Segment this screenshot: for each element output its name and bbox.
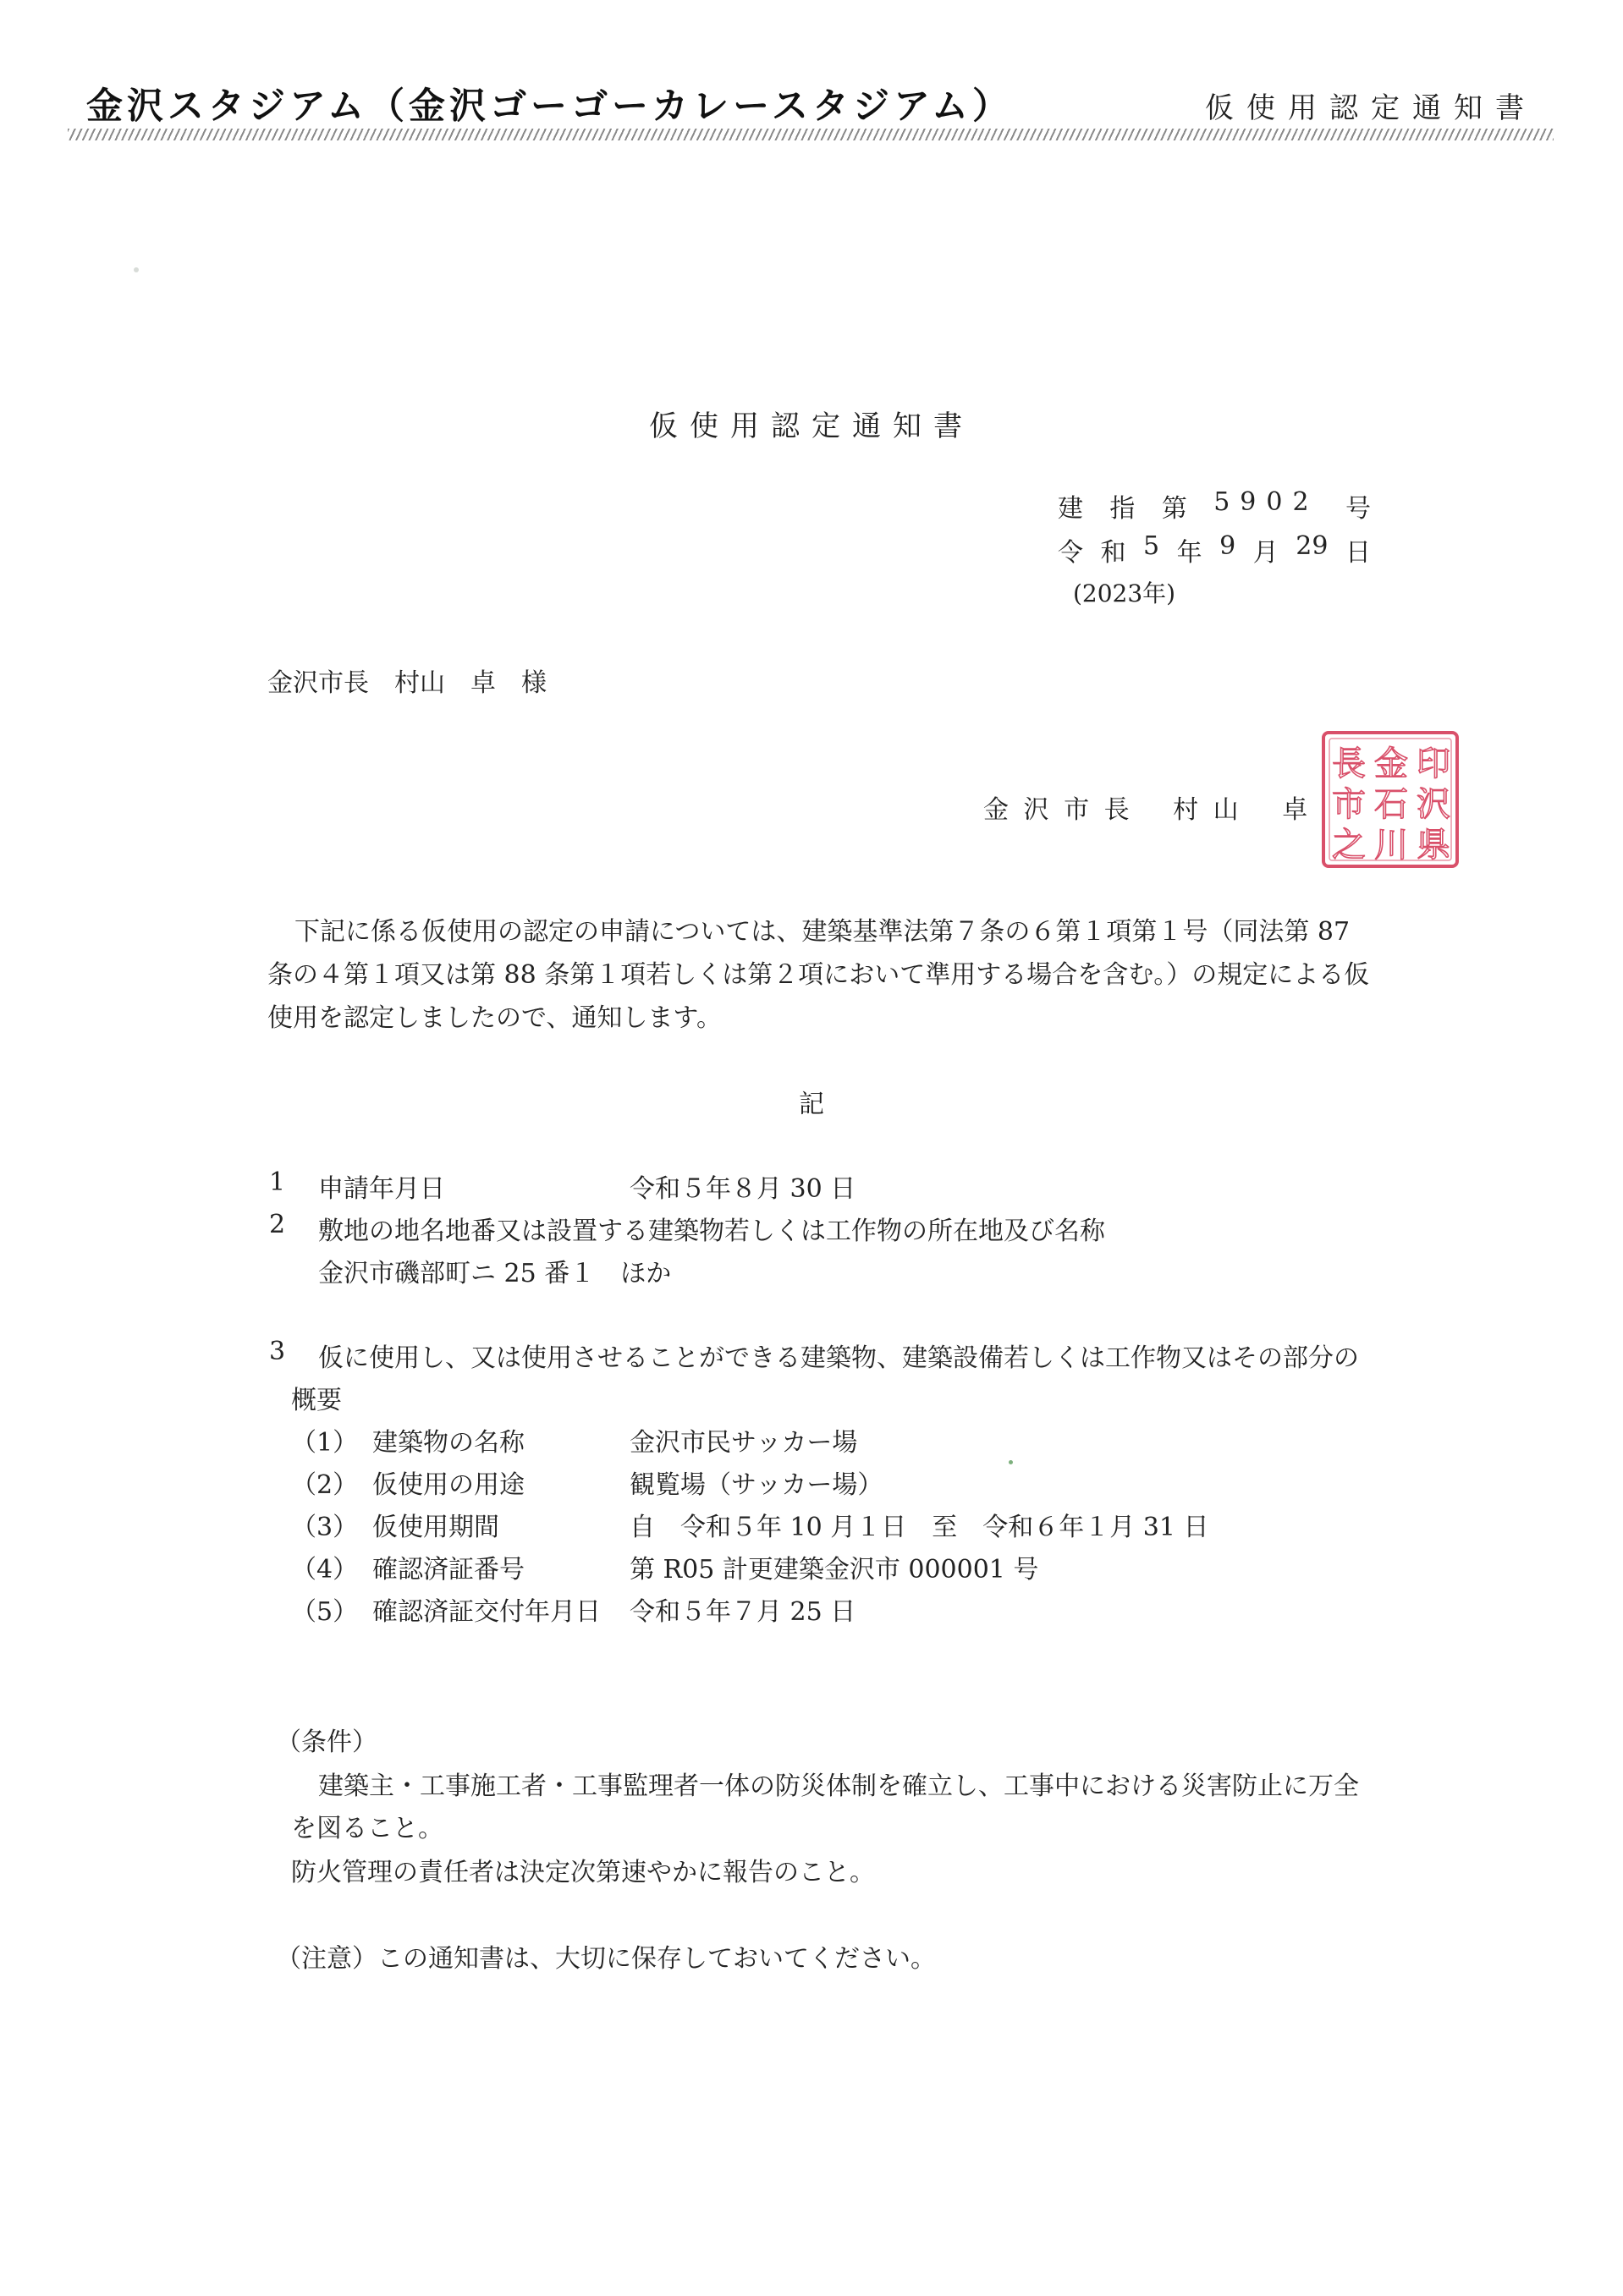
sub-item-label: 確認済証交付年月日 [372, 1597, 601, 1627]
date-char: 年 [1176, 538, 1202, 568]
conditions-text: を図ること。 [291, 1814, 443, 1843]
notice-body: 下記に係る仮使用の認定の申請については、建築基準法第７条の６第１項第１号（同法第 87 条の４第１項又は第 88 条第１項若しくは第２項において準用する場合を含む。）の規定による仮使用を認定しましたので、通知します。 [267, 917, 1370, 1033]
date-char: 令 [1058, 538, 1083, 568]
document-date [1058, 531, 1371, 569]
seal-char: 長 [1332, 744, 1366, 783]
number-char: 指 [1109, 494, 1136, 524]
number-char: 5902 [1213, 487, 1319, 517]
conditions-heading: （条件） [276, 1727, 377, 1757]
number-char: 建 [1058, 494, 1083, 524]
sub-item-label: 確認済証番号 [372, 1555, 525, 1585]
seal-char: 沢 [1417, 785, 1450, 824]
sub-item-number: （1） [291, 1428, 359, 1458]
item-number: 3 [269, 1337, 286, 1366]
sender: 金 沢 市 長 村 山 卓 [983, 795, 1312, 825]
date-char: 5 [1143, 531, 1160, 561]
item-value: 令和５年８月 30 日 [630, 1174, 856, 1204]
page-header-label: 仮使用認定通知書 [1205, 91, 1537, 125]
item-value: 金沢市磯部町ニ 25 番１ ほか [318, 1259, 672, 1288]
sub-item-number: （5） [291, 1597, 359, 1627]
seal-char: 市 [1332, 785, 1366, 824]
sub-item-label: 仮使用の用途 [372, 1470, 525, 1500]
item-label-continued: 概要 [291, 1386, 342, 1415]
sub-item-number: （3） [291, 1513, 359, 1542]
sub-item-value: 第 R05 計更建築金沢市 000001 号 [630, 1555, 1039, 1585]
conditions-text: 防火管理の責任者は決定次第速やかに報告のこと。 [291, 1858, 875, 1887]
seal-char: 金 [1374, 744, 1408, 783]
seal-char: 川 [1374, 826, 1408, 865]
seal-char: 県 [1417, 826, 1450, 865]
note: （注意）この通知書は、大切に保存しておいてください。 [276, 1944, 936, 1974]
document-year-western: (2023年) [1073, 579, 1176, 607]
item-number: 1 [269, 1167, 286, 1197]
item-label: 申請年月日 [318, 1174, 445, 1204]
seal-char: 石 [1374, 785, 1408, 824]
sub-item-value: 観覧場（サッカー場） [630, 1470, 883, 1500]
sub-item-number: （4） [291, 1555, 359, 1585]
addressee: 金沢市長 村山 卓 様 [267, 668, 547, 698]
document-title: 仮使用認定通知書 [649, 409, 974, 443]
sub-item-number: （2） [291, 1470, 359, 1500]
date-char: 月 [1252, 538, 1279, 568]
page-header-title: 金沢スタジアム（金沢ゴーゴーカレースタジアム） [86, 85, 1013, 128]
official-seal [1318, 728, 1462, 871]
item-label: 敷地の地名地番又は設置する建築物若しくは工作物の所在地及び名称 [318, 1217, 1105, 1246]
seal-char: 印 [1417, 744, 1450, 783]
date-char: 29 [1296, 531, 1329, 561]
sub-item-value: 金沢市民サッカー場 [630, 1428, 858, 1458]
sub-item-label: 建築物の名称 [372, 1428, 525, 1458]
sub-item-value: 令和５年７月 25 日 [630, 1597, 856, 1627]
date-char: 日 [1345, 538, 1371, 568]
seal-char: 之 [1332, 826, 1366, 865]
item-number: 2 [269, 1210, 286, 1239]
date-char: 9 [1219, 531, 1236, 561]
item-label: 仮に使用し、又は使用させることができる建築物、建築設備若しくは工作物又はその部分の [318, 1343, 1359, 1373]
header-divider [68, 129, 1554, 140]
ki-heading: 記 [799, 1090, 824, 1119]
scan-speck [134, 267, 139, 272]
number-char: 号 [1345, 494, 1371, 524]
sub-item-label: 仮使用期間 [372, 1513, 499, 1542]
date-char: 和 [1100, 538, 1126, 568]
sub-item-value: 自 令和５年 10 月１日 至 令和６年１月 31 日 [630, 1513, 1209, 1542]
conditions-text: 建築主・工事施工者・工事監理者一体の防災体制を確立し、工事中における災害防止に万全 [318, 1771, 1359, 1801]
document-number [1058, 487, 1371, 525]
scan-speck [1009, 1460, 1013, 1464]
number-char: 第 [1161, 494, 1187, 524]
